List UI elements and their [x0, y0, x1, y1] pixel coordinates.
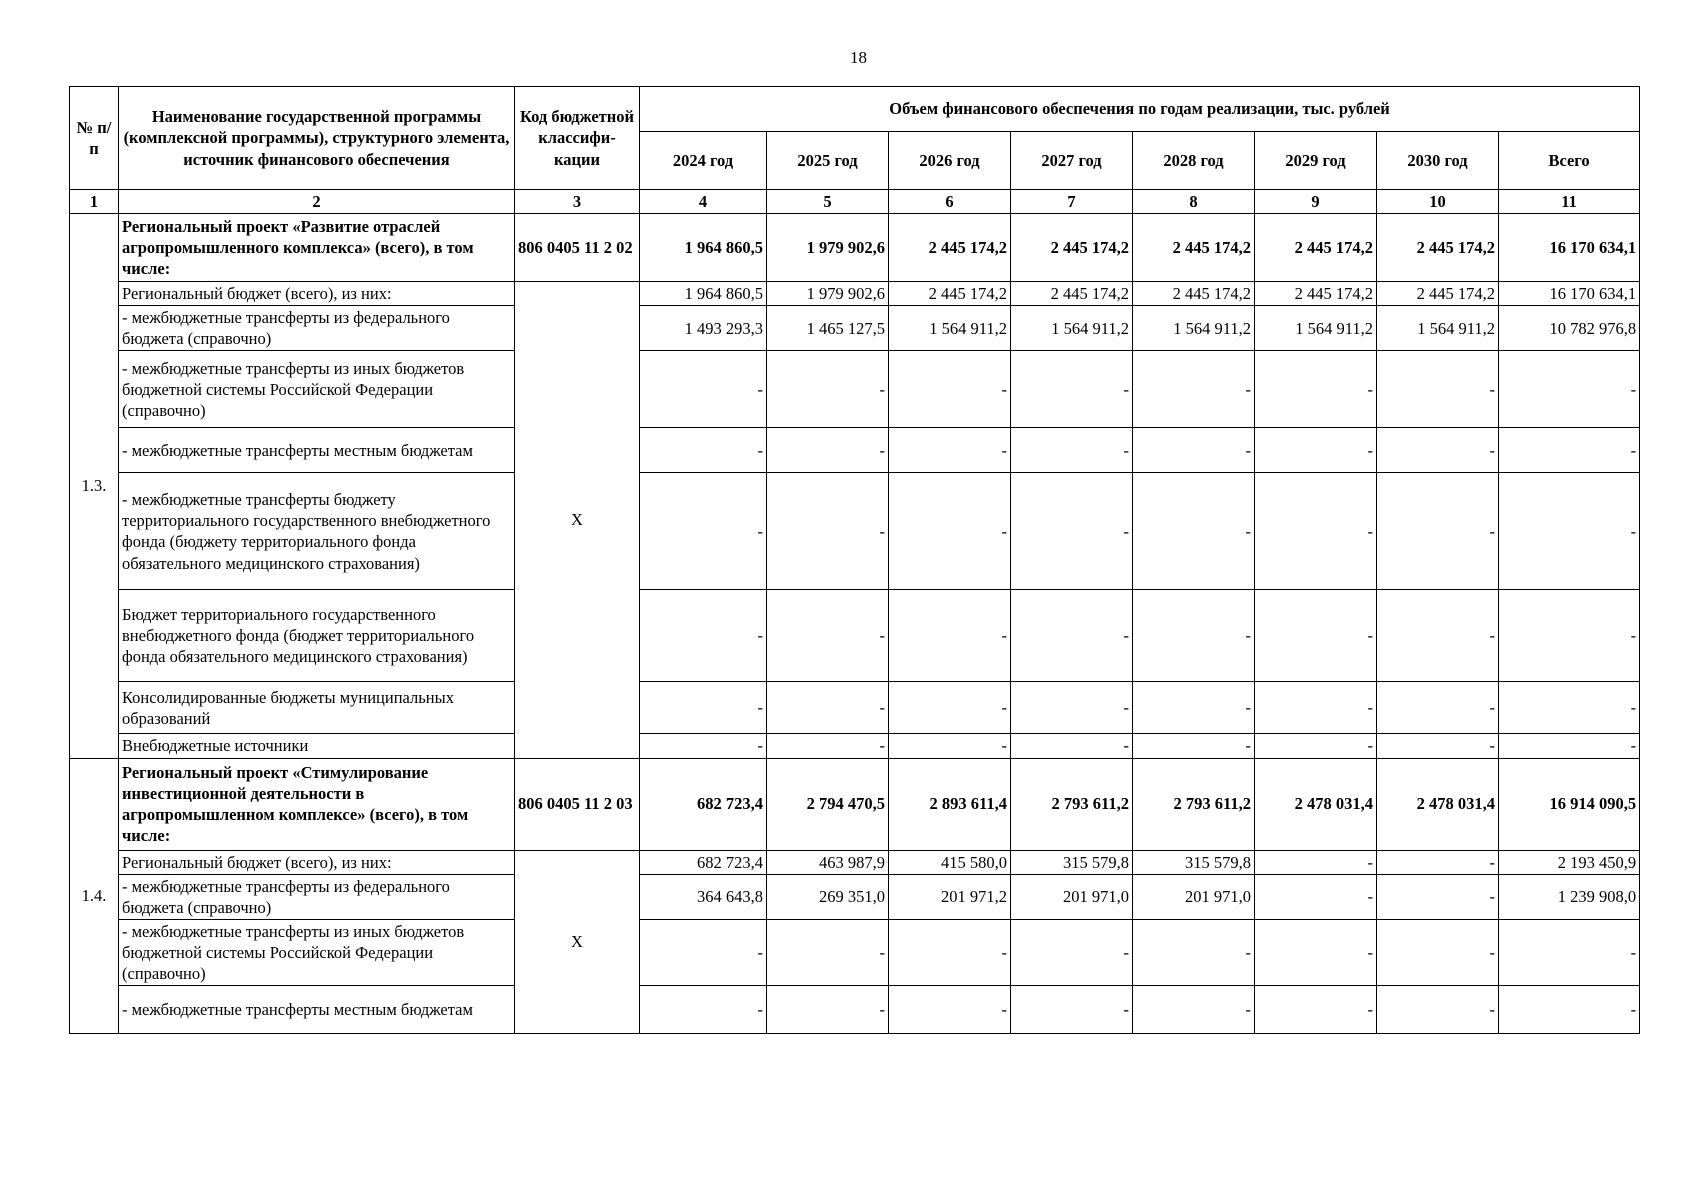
project-title: Региональный проект «Стимулирование инвестиционной деятельности в агропромышленном комплексе» (всего), в том числе:: [119, 758, 515, 850]
source-value: -: [1499, 351, 1640, 428]
source-value: -: [1255, 473, 1377, 590]
column-number-row: [70, 190, 1640, 214]
source-value: -: [767, 734, 889, 758]
source-label: - межбюджетные трансферты из иных бюджетов бюджетной системы Российской Федерации (справочно): [119, 351, 515, 428]
column-number: 7: [1011, 190, 1133, 214]
source-value: 682 723,4: [640, 850, 767, 874]
source-value: 463 987,9: [767, 850, 889, 874]
source-value: -: [889, 473, 1011, 590]
source-label: Внебюджетные источники: [119, 734, 515, 758]
source-value: -: [640, 986, 767, 1034]
project-value: 2 445 174,2: [1377, 214, 1499, 282]
source-value: 1 564 911,2: [1255, 306, 1377, 351]
source-value: -: [1377, 590, 1499, 682]
source-value: -: [767, 351, 889, 428]
source-row: [70, 919, 1640, 985]
column-number: 6: [889, 190, 1011, 214]
source-label: - межбюджетные трансферты бюджету территориального государственного внебюджетного фонда (бюджету территориального фонда обязательного медицинского страхования): [119, 473, 515, 590]
column-number: 5: [767, 190, 889, 214]
source-value: -: [1011, 919, 1133, 985]
source-value: -: [889, 590, 1011, 682]
source-value: -: [1377, 850, 1499, 874]
project-value: 2 445 174,2: [1255, 214, 1377, 282]
header-volume: Объем финансового обеспечения по годам реализации, тыс. рублей: [640, 87, 1640, 132]
header-year-2026: 2026 год: [889, 132, 1011, 190]
source-value: 2 445 174,2: [889, 282, 1011, 306]
source-value: -: [1377, 428, 1499, 473]
project-value: 2 793 611,2: [1011, 758, 1133, 850]
column-number: 8: [1133, 190, 1255, 214]
header-year-2025: 2025 год: [767, 132, 889, 190]
project-number: 1.4.: [70, 758, 119, 1034]
project-code: 806 0405 11 2 03: [515, 758, 640, 850]
source-value: -: [640, 351, 767, 428]
source-value: -: [1011, 682, 1133, 734]
header-year-2030: 2030 год: [1377, 132, 1499, 190]
source-value: -: [1133, 428, 1255, 473]
source-value: 201 971,0: [1011, 874, 1133, 919]
source-value: -: [1133, 734, 1255, 758]
source-value: 16 170 634,1: [1499, 282, 1640, 306]
source-label: Консолидированные бюджеты муниципальных образований: [119, 682, 515, 734]
source-value: 1 964 860,5: [640, 282, 767, 306]
source-value: 1 564 911,2: [1133, 306, 1255, 351]
source-value: 2 445 174,2: [1377, 282, 1499, 306]
project-value: 2 793 611,2: [1133, 758, 1255, 850]
source-value: 2 445 174,2: [1255, 282, 1377, 306]
source-row: [70, 850, 1640, 874]
source-value: -: [767, 682, 889, 734]
header-total: Всего: [1499, 132, 1640, 190]
header-year-2028: 2028 год: [1133, 132, 1255, 190]
source-row: [70, 986, 1640, 1034]
source-row: [70, 428, 1640, 473]
source-value: -: [1377, 351, 1499, 428]
column-number: 1: [70, 190, 119, 214]
source-value: -: [889, 428, 1011, 473]
financing-table: [69, 86, 1640, 1034]
source-value: 2 193 450,9: [1499, 850, 1640, 874]
source-value: -: [1499, 986, 1640, 1034]
column-number: 9: [1255, 190, 1377, 214]
source-value: -: [1255, 850, 1377, 874]
column-number: 11: [1499, 190, 1640, 214]
source-value: -: [1133, 473, 1255, 590]
source-value: -: [1255, 986, 1377, 1034]
source-value: 269 351,0: [767, 874, 889, 919]
source-value: 1 465 127,5: [767, 306, 889, 351]
project-row: [70, 758, 1640, 850]
source-value: 364 643,8: [640, 874, 767, 919]
source-value: -: [1011, 473, 1133, 590]
source-value: -: [1377, 682, 1499, 734]
source-value: -: [1499, 919, 1640, 985]
source-label: Региональный бюджет (всего), из них:: [119, 282, 515, 306]
source-value: -: [1255, 734, 1377, 758]
source-label: - межбюджетные трансферты местным бюджетам: [119, 986, 515, 1034]
source-value: 315 579,8: [1133, 850, 1255, 874]
source-row: [70, 734, 1640, 758]
source-value: -: [1377, 734, 1499, 758]
project-value: 682 723,4: [640, 758, 767, 850]
project-value: 2 478 031,4: [1377, 758, 1499, 850]
source-value: -: [1499, 590, 1640, 682]
source-value: -: [1377, 919, 1499, 985]
source-value: -: [889, 682, 1011, 734]
source-value: -: [1133, 986, 1255, 1034]
source-value: -: [1255, 351, 1377, 428]
source-value: -: [767, 919, 889, 985]
source-value: 2 445 174,2: [1011, 282, 1133, 306]
source-value: 315 579,8: [1011, 850, 1133, 874]
project-value: 2 445 174,2: [1133, 214, 1255, 282]
source-value: 1 493 293,3: [640, 306, 767, 351]
source-label: - межбюджетные трансферты из иных бюджетов бюджетной системы Российской Федерации (справочно): [119, 919, 515, 985]
source-value: 1 564 911,2: [889, 306, 1011, 351]
header-no: № п/п: [70, 87, 119, 190]
header-year-2029: 2029 год: [1255, 132, 1377, 190]
source-value: -: [1499, 734, 1640, 758]
project-title: Региональный проект «Развитие отраслей агропромышленного комплекса» (всего), в том числе:: [119, 214, 515, 282]
source-value: -: [1011, 590, 1133, 682]
project-value: 16 170 634,1: [1499, 214, 1640, 282]
project-value: 16 914 090,5: [1499, 758, 1640, 850]
project-code: 806 0405 11 2 02: [515, 214, 640, 282]
source-value: -: [1255, 590, 1377, 682]
source-label: Бюджет территориального государственного внебюджетного фонда (бюджет территориального фонда обязательного медицинского страхования): [119, 590, 515, 682]
source-value: -: [640, 919, 767, 985]
project-value: 2 794 470,5: [767, 758, 889, 850]
source-row: [70, 306, 1640, 351]
source-value: 1 239 908,0: [1499, 874, 1640, 919]
source-value: -: [1011, 734, 1133, 758]
source-row: [70, 351, 1640, 428]
source-label: Региональный бюджет (всего), из них:: [119, 850, 515, 874]
column-number: 10: [1377, 190, 1499, 214]
source-value: -: [1133, 919, 1255, 985]
project-value: 2 445 174,2: [889, 214, 1011, 282]
source-value: -: [1255, 874, 1377, 919]
source-value: -: [640, 734, 767, 758]
source-value: -: [767, 590, 889, 682]
source-value: -: [640, 428, 767, 473]
source-label: - межбюджетные трансферты из федерального бюджета (справочно): [119, 306, 515, 351]
page-number: 18: [850, 48, 867, 67]
source-value: -: [767, 986, 889, 1034]
source-value: 2 445 174,2: [1133, 282, 1255, 306]
source-value: -: [1499, 428, 1640, 473]
project-value: 1 964 860,5: [640, 214, 767, 282]
source-value: 1 564 911,2: [1377, 306, 1499, 351]
source-value: -: [889, 986, 1011, 1034]
source-value: -: [1377, 874, 1499, 919]
column-number: 2: [119, 190, 515, 214]
source-value: -: [1377, 473, 1499, 590]
source-value: -: [1377, 986, 1499, 1034]
project-value: 2 445 174,2: [1011, 214, 1133, 282]
project-value: 2 478 031,4: [1255, 758, 1377, 850]
column-number: 4: [640, 190, 767, 214]
source-value: -: [1499, 682, 1640, 734]
source-label: - межбюджетные трансферты из федерального бюджета (справочно): [119, 874, 515, 919]
header-year-2027: 2027 год: [1011, 132, 1133, 190]
source-value: -: [767, 428, 889, 473]
source-value: -: [1133, 682, 1255, 734]
source-value: 1 979 902,6: [767, 282, 889, 306]
source-value: -: [1133, 351, 1255, 428]
source-value: -: [889, 351, 1011, 428]
sub-code-cell: Х: [515, 282, 640, 758]
table-body: [70, 214, 1640, 1034]
project-row: [70, 214, 1640, 282]
project-value: 1 979 902,6: [767, 214, 889, 282]
header-year-2024: 2024 год: [640, 132, 767, 190]
source-value: -: [889, 919, 1011, 985]
source-row: [70, 473, 1640, 590]
source-row: [70, 682, 1640, 734]
source-value: -: [640, 473, 767, 590]
source-row: [70, 874, 1640, 919]
source-row: [70, 590, 1640, 682]
source-value: -: [1499, 473, 1640, 590]
source-value: -: [640, 590, 767, 682]
source-value: -: [889, 734, 1011, 758]
source-value: -: [1255, 919, 1377, 985]
project-value: 2 893 611,4: [889, 758, 1011, 850]
source-value: -: [1011, 351, 1133, 428]
source-value: -: [1011, 428, 1133, 473]
source-value: -: [1255, 428, 1377, 473]
source-value: -: [640, 682, 767, 734]
source-value: 201 971,0: [1133, 874, 1255, 919]
column-number: 3: [515, 190, 640, 214]
source-label: - межбюджетные трансферты местным бюджетам: [119, 428, 515, 473]
source-value: -: [1133, 590, 1255, 682]
source-value: -: [1255, 682, 1377, 734]
source-value: 1 564 911,2: [1011, 306, 1133, 351]
header-name: Наименование государственной программы (комплексной программы), структурного элемента, источник финансового обеспечения: [119, 87, 515, 190]
source-row: [70, 282, 1640, 306]
source-value: 10 782 976,8: [1499, 306, 1640, 351]
project-number: 1.3.: [70, 214, 119, 758]
source-value: 415 580,0: [889, 850, 1011, 874]
header-code: Код бюджетной классифи-кации: [515, 87, 640, 190]
sub-code-cell: Х: [515, 850, 640, 1034]
source-value: -: [1011, 986, 1133, 1034]
source-value: -: [767, 473, 889, 590]
source-value: 201 971,2: [889, 874, 1011, 919]
